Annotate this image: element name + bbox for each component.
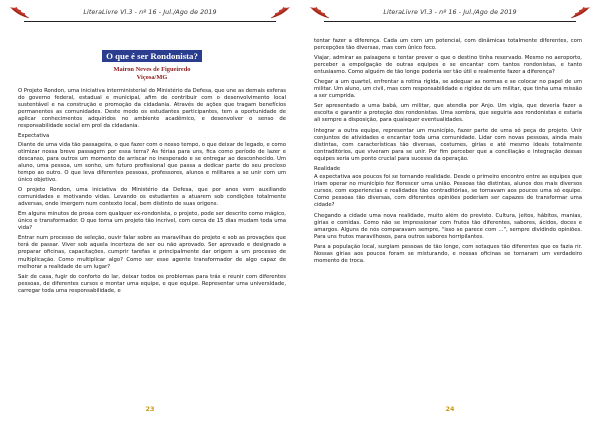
page-number: 23 (145, 405, 155, 413)
header-title: LiteraLivre Vl.3 - nº 16 - Jul./Ago de 2019 (383, 9, 517, 16)
paragraph: Para a população local, surgiam pessoas de tão longe, com sotaques tão diferentes que os fazia rir. Nossas gírias aos poucos foram se misturando, e nossas oficinas se tornaram um verdadeiro momento de troca. (314, 243, 582, 264)
article-place: Viçosa/MG (136, 74, 168, 81)
paragraph: A expectativa aos poucos foi se tornando realidade. Desde o primeiro encontro entre as equipes que iriam operar no município fez florescer uma união. Pessoas tão distintas, alunos dos mais diversos cursos, com experiencias e realidades tão contraditórias, se tornavam aos poucos uma só equipe. Como pessoas tão diversas, com diferentes opiniões poderiam ser capazes de transformar uma cidade? (314, 174, 582, 209)
paragraph: Integrar a outra equipe, representar um município, fazer parte de uma só peça do projeto. Unir conjuntos de atividades e encantar toda uma comunidade. Lidar com novas pessoas, ainda mais distintas, com características tão diversas, costumes, gírias e até mesmo ideais totalmente contraditórios, que viveram para se unir. Por fim perceber que a conciliação e integração dessas equipes seria um ponto crucial para sucesso da operação. (314, 127, 582, 162)
header-title: LiteraLivre Vl.3 - nº 16 - Jul./Ago de 2019 (83, 9, 217, 16)
page-header (8, 4, 292, 22)
article-title-box (18, 44, 286, 63)
header-rule (324, 21, 576, 22)
paragraph: O projeto Rondon, uma iniciativa do Ministério da Defesa, que por anos vem auxiliando comunidades e motivando vidas. Levando os estudantes a atuarem sob condições totalmente adversas, onde imergem num contexto local, bem distinto de suas origens. (18, 187, 286, 208)
paragraph: Viajar, admirar as paisagens e tentar prever o que o destino tinha reservado. Mesmo no aeroporto, perceber a empolgação de outras equipes e se encantar com tantos rondonistas, e tanto entusiasmo. Como alguém de tão longe poderia ser tão útil e realmente fazer a diferença? (314, 55, 582, 76)
wing-right-icon (570, 4, 592, 21)
paragraph: Diante de uma vida tão passageira, o que fazer com o nosso tempo, o que deixar de legado, e como otimizar nossa breve passagem por essa terra? As férias para uns, fica como período de lazer e descanso, para outros um momento de arriscar no inesperado e se entregar ao desconhecido. Um aluno, uma pessoa, um sonho, um futuro profissional que passa a dedicar parte do seu precioso tempo ao outro. O que leva diferentes pessoas, professores, alunos e militares a se unir com um único objetivo. (18, 141, 286, 184)
paragraph: tentar fazer a diferença. Cada um com um potencial, com dinâmicas totalmente diferentes, com percepções tão diversas, mas com único foco. (314, 38, 582, 52)
page-header (308, 4, 592, 22)
wing-right-icon (270, 4, 292, 21)
paragraph: O Projeto Rondon, uma iniciativa interministerial do Ministério da Defesa, que une as demais esferas do governo federal, estadual e municipal, afim de contribuir com o desenvolvimento local sustentável e na construção e promoção da cidadania. Através de ações que tragam benefícios permanentes as comunidades. Deste modo os estudantes participantes, tem a oportunidade de aplicar conhecimentos adquiridos no ambiente acadêmico, e desenvolver o senso de responsabilidade social em prol da cidadania. (18, 88, 286, 130)
paragraph: Chegar a um quartel, enfrentar a rotina rígida, se adequar as normas e se colocar no papel de um militar. Um aluno, um civil, mas com responsabilidade e rigidez de um militar, que tinha uma missão a ser cumprida. (314, 79, 582, 100)
paragraph: Sair de casa, fugir do conforto do lar, deixar todos os problemas para trás e reunir com diferentes pessoas, de diferentes cursos e montar uma equipe, e que equipe. Representar uma universidade, carregar toda uma responsabilidade, e (18, 273, 286, 294)
right-page (300, 0, 600, 424)
article-author: Mairon Neves de Figueiredo (113, 66, 191, 73)
section-heading: Realidade (314, 165, 341, 172)
section-heading: Expectativa (18, 133, 50, 140)
page-number: 24 (445, 405, 455, 413)
paragraph: Entrar num processo de seleção, ouvir falar sobre as maravilhas do projeto e sob as provações que terá de passar. Viver sob aquela incerteza de ser ou não aprovado. Ser aprovado e designado a preparar oficinas, capacitações, cumprir tarefas e principalmente dar origem a um processo de multiplicação. Como multiplicar algo? Como ser esse agente transformador de algo capaz de melhorar a realidade de um lugar? (18, 235, 286, 270)
article-title: O que é ser Rondonista? (102, 50, 202, 62)
header-rule (24, 21, 276, 22)
paragraph: Chegando a cidade uma nova realidade, muito além do previsto. Cultura, jeitos, hábitos, manias, gírias e comidas. Como não se impressionar com frutos tão diferentes, sabores, ácidos, doces e amargos. Alguns de nós comparavam sempre, "isso se parece com ...", sempre dividindo opiniões. Para uns frutos maravilhosos, para outros sabores horripilantes. (314, 212, 582, 240)
paragraph: Ser apresentado a uma babá, um militar, que atendia por Anjo. Um vigia, que deveria fazer a escolta e garantir a proteção dos rondonistas. Uma sombra, que seguiria aos rondonistas e estaria ali sempre a disposição, para quaisquer eventualidades. (314, 103, 582, 124)
paragraph: Em alguns minutos de prosa com qualquer ex-rondonista, o projeto, pode ser descrito como mágico, único e transformador. O que torna um projeto tão incrível, com cerca de 15 dias mudam toda uma vida? (18, 211, 286, 232)
right-column (314, 38, 582, 268)
left-column (18, 44, 286, 298)
